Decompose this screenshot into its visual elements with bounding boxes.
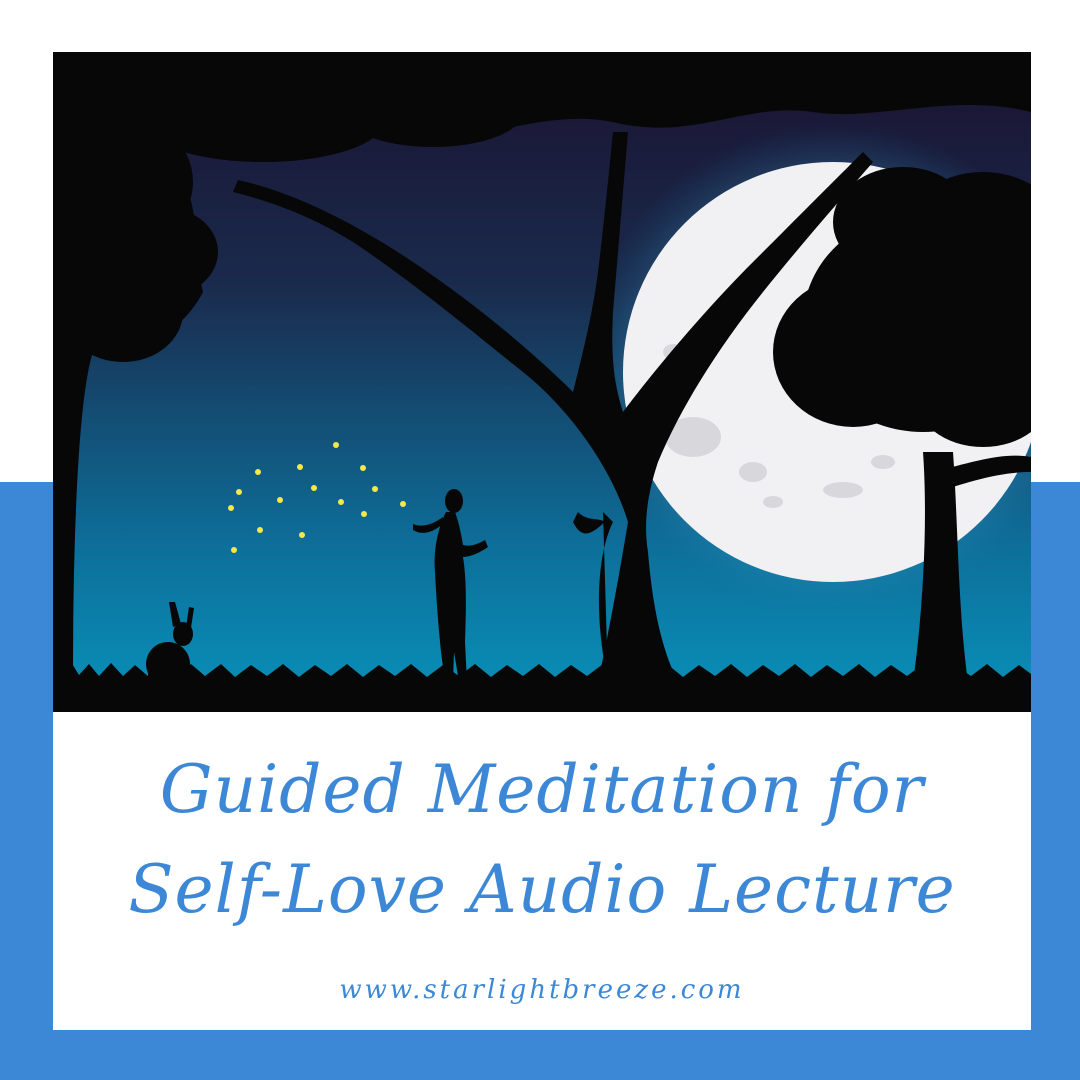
night-scene-illustration	[53, 52, 1031, 712]
lecture-title	[53, 740, 1031, 940]
title-line-2: Self-Love Audio Lecture	[128, 851, 956, 928]
website-url[interactable]: www.starlightbreeze.com	[339, 975, 745, 1005]
title-line-1: Guided Meditation for	[159, 751, 925, 828]
